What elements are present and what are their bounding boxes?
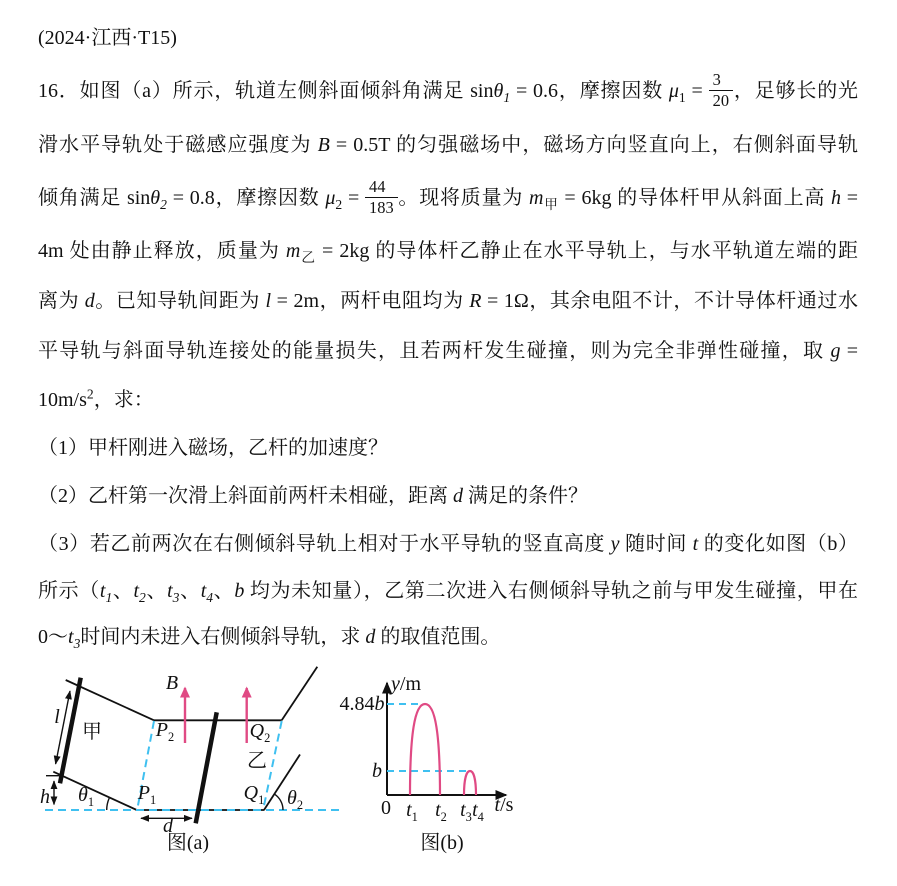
second-arch-curve xyxy=(464,771,476,795)
theta1-arc xyxy=(107,798,110,810)
theta1-label: $\theta_1$ xyxy=(77,784,95,809)
question-1: （1）甲杆刚进入磁场，乙杆的加速度？ xyxy=(38,437,388,459)
t3-tick-label: $t_3$ xyxy=(460,799,472,824)
t4-tick-label: $t_4$ xyxy=(472,799,484,824)
p2-label: $P_2$ xyxy=(155,719,175,744)
q1-label: $Q_1$ xyxy=(243,782,265,807)
rod-yi-line xyxy=(196,712,217,823)
figure-b-caption: 图(b) xyxy=(420,832,464,854)
b-field-label: B xyxy=(165,672,179,694)
theta2-label: $\theta_2$ xyxy=(286,787,304,812)
rod-jia-label: 甲 xyxy=(82,721,102,743)
origin-tick-label: 0 xyxy=(381,797,391,819)
distance-d-label: d xyxy=(163,815,173,837)
problem-line-5: 离为 d。已知导轨间距为 l = 2m，两杆电阻均为 R = 1Ω，其余电阻不计，不计导体杆通过水 xyxy=(38,290,859,312)
figure-b-curves xyxy=(410,704,476,795)
theta2-arc xyxy=(274,794,283,810)
y-mark-b: b xyxy=(372,760,382,782)
right-incline-upper-rail xyxy=(282,667,318,721)
y-axis-label: y/m xyxy=(390,673,422,695)
y-mark-4-84b: 4.84b xyxy=(339,693,385,715)
height-h-label: h xyxy=(40,786,50,808)
problem-line-7: $10m/s^2$，求： xyxy=(38,386,154,411)
problem-text xyxy=(38,14,858,660)
problem-line-1: 16．如图（a）所示，轨道左侧斜面倾斜角满足 sinθ$_1$ = 0.6，摩擦因数 $\mu_1$ = $\frac{3}{20}$ ，足够长的光 xyxy=(38,69,859,110)
problem-line-6: 平导轨与斜面导轨连接处的能量损失，且若两杆发生碰撞，则为完全非弹性碰撞，取 g = xyxy=(38,340,858,362)
problem-line-3: 倾角满足 sinθ$_2$ = 0.8，摩擦因数 $\mu_2$ = $\frac{44}{183}$ 。现将质量为 $m_甲 = 6kg$ 的导体杆甲从斜面上高 h = xyxy=(38,176,859,217)
first-arch-curve xyxy=(410,704,440,795)
question-3-line-1: （3）若乙前两次在右侧倾斜导轨上相对于水平导轨的竖直高度 y 随时间 t 的变化如图（b） xyxy=(38,533,859,555)
t1-tick-label: $t_1$ xyxy=(406,799,418,824)
figure-b-axes xyxy=(387,683,506,795)
problem-line-2: 滑水平导轨处于磁感应强度为 B = 0.5T 的匀强磁场中，磁场方向竖直向上，右侧斜面导轨 xyxy=(38,134,858,156)
rod-jia-line xyxy=(60,678,81,784)
figure-a-caption: 图(a) xyxy=(166,832,210,854)
t2-tick-label: $t_2$ xyxy=(435,799,447,824)
source-tag: (2024·江西·T15) xyxy=(38,27,177,49)
rod-yi-label: 乙 xyxy=(247,750,267,772)
x-axis-label: t/s xyxy=(494,794,514,816)
question-3-line-2: 所示（$t_1$、$t_2$、$t_3$、$t_4$、b 均为未知量），乙第二次进入右侧倾斜导轨之前与甲发生碰撞，甲在 xyxy=(38,580,859,605)
question-2: （2）乙杆第一次滑上斜面前两杆未相碰，距离 d 满足的条件？ xyxy=(38,485,588,507)
length-l-label: l xyxy=(54,706,60,728)
figures-row xyxy=(0,655,897,886)
figure-b-dashed-guides xyxy=(387,704,467,771)
p1-label: $P_1$ xyxy=(137,782,157,807)
left-incline-lower-rail xyxy=(53,772,136,810)
problem-line-4: 4m 处由静止释放，质量为 $m_乙 = 2kg$ 的导体杆乙静止在水平导轨上，与水平轨道左端的距 xyxy=(38,240,859,265)
question-3-line-3: $0\sim t_3$时间内未进入右侧倾斜导轨，求 d 的取值范围。 xyxy=(38,626,501,651)
q2-label: $Q_2$ xyxy=(249,720,271,745)
